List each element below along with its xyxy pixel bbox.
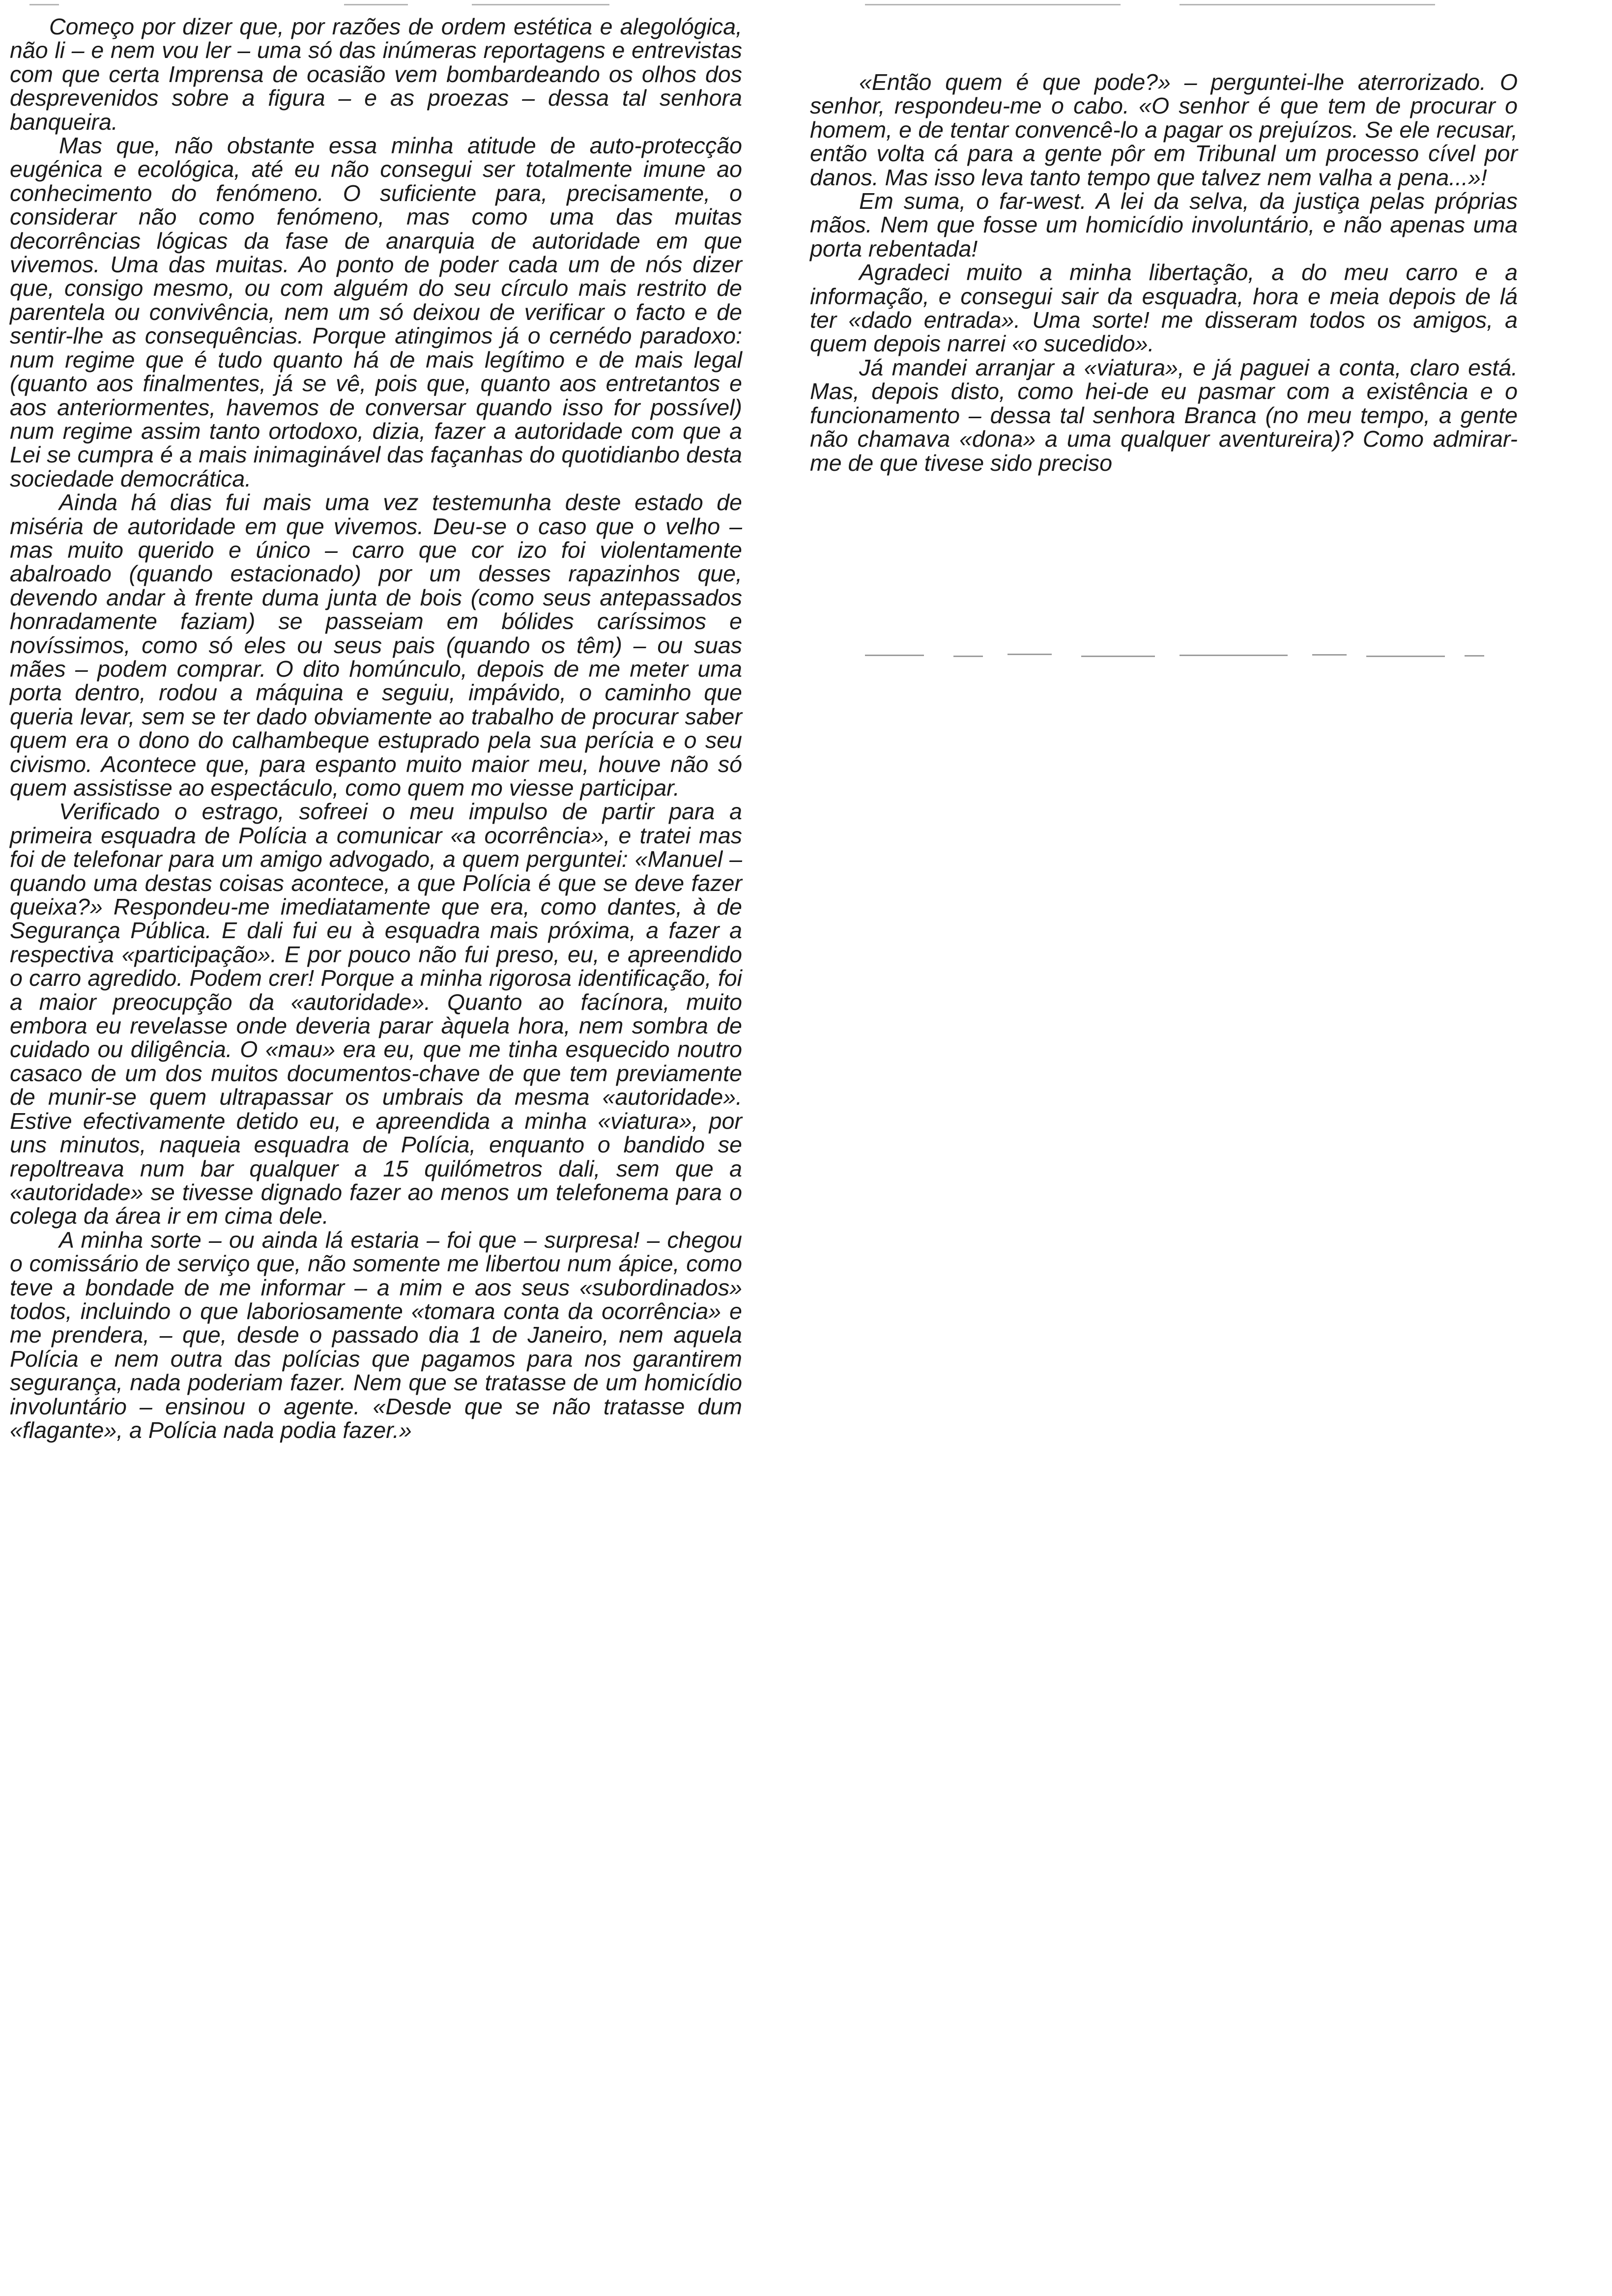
paragraph: Agradeci muito a minha libertação, a do meu carro e a informação, e consegui sair da esquadra, hora e meia depois de lá ter «dado entrada». Uma sorte! me disseram todos os amigos, a quem depois narrei «o sucedido». — [810, 259, 1518, 357]
article-right-column — [810, 70, 1518, 475]
paragraph: Começo por dizer que, por razões de ordem estética e alegológica, não li – e nem vou ler – uma só das inúmeras reportagens e entrevistas com que certa Imprensa de ocasião vem bombardeando os olhos dos desprevenidos sobre a figura – e as proezas – dessa tal senhora banqueira. — [10, 14, 742, 135]
top-rule-center-left — [344, 4, 408, 5]
top-rule-center — [472, 4, 609, 5]
paragraph: Em suma, o far-west. A lei da selva, da justiça pelas próprias mãos. Nem que fosse um homicídio involuntário, e não apenas uma porta rebentada! — [810, 188, 1518, 261]
paragraph: «Então quem é que pode?» – perguntei-lhe aterrorizado. O senhor, respondeu-me o cabo. «O senhor é que tem de procurar o homem, e de tentar convencê-lo a pagar os prejuízos. Se ele recusar, então volta cá para a gente pôr em Tribunal um processo cível por danos. Mas isso leva tanto tempo que talvez nem valha a pena...»! — [810, 69, 1518, 190]
top-rule-right-b — [1180, 4, 1435, 5]
top-rule-right-a — [865, 4, 1121, 5]
scan-artifact-line — [845, 653, 1514, 660]
paragraph: Verificado o estrago, sofreei o meu impulso de partir para a primeira esquadra de Polícia a comunicar «a ocorrência», e tratei mas foi de telefonar para um amigo advogado, a quem perguntei: «Manuel – quando uma destas coisas acontece, a que Polícia é que se deve fazer queixa?» Respondeu-me imediatamente que era, como dantes, à de Segurança Pública. E dali fui eu à esquadra mais próxima, a fazer a respectiva «participação». E por pouco não fui preso, eu, e apreendido o carro agredido. Podem crer! Porque a minha rigorosa identificação, foi a maior preocupção da «autoridade». Quanto ao facínora, muito embora eu revelasse onde deveria parar àquela hora, nem sombra de cuidado ou diligência. O «mau» era eu, que me tinha esquecido noutro casaco de um dos muitos documentos-chave de que tem previamente de munir-se quem ultrapassar os umbrais da mesma «autoridade». Estive efectivamente detido eu, e apreendida a minha «viatura», por uns minutos, naqueia esquadra de Polícia, enquanto o bandido se repoltreava num bar qualquer a 15 quilómetros dali, sem que a «autoridade» se tivesse dignado fazer ao menos um telefonema para o colega da área ir em cima dele. — [10, 799, 742, 1229]
paragraph: Já mandei arranjar a «viatura», e já paguei a conta, claro está. Mas, depois disto, como hei-de eu pasmar com a existência e o funcionamento – dessa tal senhora Branca (no meu tempo, a gente não chamava «dona» a uma qualquer aventureira)? Como admirar-me de que tivese sido preciso — [810, 354, 1518, 476]
paragraph: A minha sorte – ou ainda lá estaria – foi que – surpresa! – chegou o comissário de serviço que, não somente me libertou num ápice, como teve a bondade de me informar – a mim e aos seus «subordinados» todos, incluindo o que laboriosamente «tomara conta da ocorrência» e me prendera, – que, desde o passado dia 1 de Janeiro, nem aquela Polícia e nem outra das polícias que pagamos para nos garantirem segurança, nada poderiam fazer. Nem que se tratasse de um homicídio involuntário – ensinou o agente. «Desde que se não tratasse dum «flagante», a Polícia nada podia fazer.» — [10, 1227, 742, 1443]
paragraph: Mas que, não obstante essa minha atitude de auto-protecção eugénica e ecológica, até eu não consegui ser totalmente imune ao conhecimento do fenómeno. O suficiente para, precisamente, o considerar não como fenómeno, mas como uma das muitas decorrências lógicas da fase de anarquia de autoridade em que vivemos. Uma das muitas. Ao ponto de poder cada um de nós dizer que, consigo mesmo, ou com alguém do seu círculo mais restrito de parentela ou convivência, nem um só deixou de verificar o facto e de sentir-lhe as consequências. Porque atingimos já o cernédo paradoxo: num regime que é tudo quanto há de mais legítimo e de mais legal (quanto aos finalmentes, já se vê, pois que, quanto aos entretantos e aos anteriormentes, havemos de conversar quando isso for possível) num regime assim tanto ortodoxo, dizia, fazer a autoridade com que a Lei se cumpra é a mais inimaginável das façanhas do quotidianbo desta sociedade democrática. — [10, 133, 742, 491]
article-left-column — [10, 15, 742, 1442]
top-rule-left — [29, 4, 59, 5]
paragraph: Ainda há dias fui mais uma vez testemunha deste estado de miséria de autoridade em que vivemos. Deu-se o caso que o velho – mas muito querido e único – carro que cor izo foi violentamente abalroado (quando estacionado) por um desses rapazinhos que, devendo andar à frente duma junta de bois (como seus antepassados honradamente faziam) se passeiam em bólides caríssimos e novíssimos, como só eles ou seus pais (quando os têm) – ou suas mães – podem comprar. O dito homúnculo, depois de me meter uma porta dentro, rodou a máquina e seguiu, impávido, o caminho que queria levar, sem se ter dado obviamente ao trabalho de procurar saber quem era o dono do calhambeque estuprado pela sua perícia e o seu civismo. Acontece que, para espanto muito maior meu, houve não só quem assistisse ao espectáculo, como quem mo viesse participar. — [10, 489, 742, 801]
